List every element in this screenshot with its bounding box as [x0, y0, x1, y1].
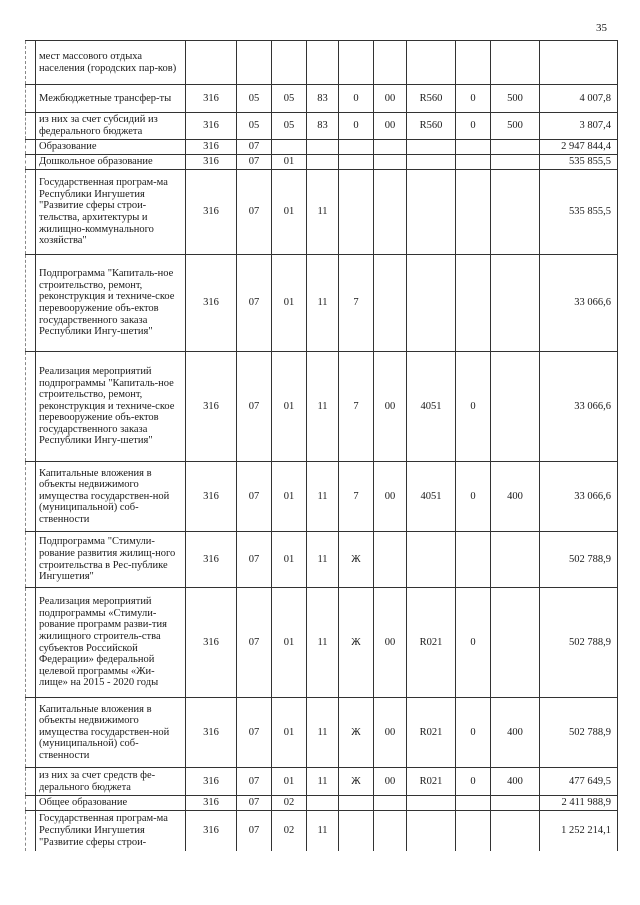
cell-subprogram	[339, 170, 374, 255]
cell-expense-type	[491, 41, 540, 85]
cell-sub-code: 0	[456, 768, 491, 796]
cell-direction	[374, 532, 407, 588]
cell-section: 07	[237, 588, 272, 698]
row-name: Подпрограмма "Стимули-рование развития жилищ-ного строительства в Рес-публике Ингушетия"	[36, 532, 186, 588]
table-row	[26, 796, 618, 811]
cell-subprogram: 7	[339, 462, 374, 532]
cell-sub-code: 0	[456, 462, 491, 532]
cell-gv-code: 316	[186, 155, 237, 170]
cell-expense-type	[491, 532, 540, 588]
cell-gv-code: 316	[186, 85, 237, 113]
cell-sub-code	[456, 155, 491, 170]
table-row	[26, 768, 618, 796]
row-gutter	[26, 255, 36, 352]
cell-program: 11	[307, 170, 339, 255]
cell-sub-code: 0	[456, 698, 491, 768]
cell-subsection: 01	[272, 532, 307, 588]
row-gutter	[26, 41, 36, 85]
cell-amount: 3 807,4	[540, 113, 618, 140]
table-row	[26, 41, 618, 85]
cell-expense-code	[407, 796, 456, 811]
row-name: Государственная програм-ма Республики Ингушетия "Развитие сферы строи-	[36, 811, 186, 851]
row-gutter	[26, 811, 36, 851]
cell-program	[307, 41, 339, 85]
cell-gv-code: 316	[186, 462, 237, 532]
table-row	[26, 255, 618, 352]
row-gutter	[26, 155, 36, 170]
cell-amount: 535 855,5	[540, 155, 618, 170]
cell-section	[237, 41, 272, 85]
cell-section: 05	[237, 113, 272, 140]
row-name: Дошкольное образование	[36, 155, 186, 170]
cell-expense-code: 4051	[407, 352, 456, 462]
budget-table	[25, 40, 618, 851]
cell-subsection: 02	[272, 811, 307, 851]
row-name: Подпрограмма "Капиталь-ное строительство, ремонт, реконструкция и техниче-ское перевооружение объ-ектов государственного заказа Республики Ингу-шетия"	[36, 255, 186, 352]
row-gutter	[26, 113, 36, 140]
cell-expense-type	[491, 588, 540, 698]
table-row	[26, 85, 618, 113]
cell-expense-code	[407, 140, 456, 155]
cell-direction	[374, 155, 407, 170]
table-row	[26, 113, 618, 140]
row-gutter	[26, 352, 36, 462]
row-name: Общее образование	[36, 796, 186, 811]
row-name: Образование	[36, 140, 186, 155]
cell-direction: 00	[374, 588, 407, 698]
cell-program	[307, 796, 339, 811]
cell-sub-code	[456, 41, 491, 85]
cell-direction	[374, 41, 407, 85]
cell-sub-code: 0	[456, 113, 491, 140]
row-gutter	[26, 768, 36, 796]
cell-program: 11	[307, 768, 339, 796]
cell-gv-code: 316	[186, 113, 237, 140]
cell-subprogram	[339, 811, 374, 851]
cell-program: 11	[307, 698, 339, 768]
cell-expense-code: 4051	[407, 462, 456, 532]
cell-subsection	[272, 140, 307, 155]
cell-section: 07	[237, 698, 272, 768]
cell-sub-code	[456, 532, 491, 588]
cell-section: 07	[237, 768, 272, 796]
cell-subsection: 05	[272, 85, 307, 113]
cell-program: 11	[307, 532, 339, 588]
cell-subsection: 05	[272, 113, 307, 140]
cell-expense-type	[491, 796, 540, 811]
cell-amount: 477 649,5	[540, 768, 618, 796]
cell-subprogram	[339, 140, 374, 155]
table-row	[26, 698, 618, 768]
cell-gv-code	[186, 41, 237, 85]
row-gutter	[26, 462, 36, 532]
row-name: Государственная програм-ма Республики Ингушетия "Развитие сферы строи-тельства, архитектуры и жилищно-коммунального хозяйства"	[36, 170, 186, 255]
cell-subsection: 02	[272, 796, 307, 811]
cell-amount: 2 947 844,4	[540, 140, 618, 155]
cell-direction	[374, 170, 407, 255]
cell-amount: 4 007,8	[540, 85, 618, 113]
cell-sub-code	[456, 796, 491, 811]
cell-gv-code: 316	[186, 811, 237, 851]
cell-amount: 535 855,5	[540, 170, 618, 255]
cell-direction: 00	[374, 113, 407, 140]
cell-amount: 33 066,6	[540, 352, 618, 462]
row-gutter	[26, 532, 36, 588]
cell-gv-code: 316	[186, 796, 237, 811]
cell-section: 07	[237, 811, 272, 851]
cell-expense-code: R021	[407, 698, 456, 768]
cell-subsection: 01	[272, 588, 307, 698]
page-number: 35	[596, 22, 607, 34]
cell-program: 83	[307, 113, 339, 140]
cell-section: 07	[237, 532, 272, 588]
cell-direction	[374, 255, 407, 352]
cell-gv-code: 316	[186, 255, 237, 352]
cell-program: 11	[307, 255, 339, 352]
cell-subsection: 01	[272, 462, 307, 532]
cell-sub-code	[456, 140, 491, 155]
cell-amount: 2 411 988,9	[540, 796, 618, 811]
cell-program: 11	[307, 811, 339, 851]
cell-amount: 1 252 214,1	[540, 811, 618, 851]
cell-sub-code	[456, 811, 491, 851]
cell-expense-type: 500	[491, 85, 540, 113]
cell-subprogram: 7	[339, 352, 374, 462]
cell-gv-code: 316	[186, 140, 237, 155]
cell-expense-code: R021	[407, 588, 456, 698]
cell-direction	[374, 140, 407, 155]
cell-sub-code: 0	[456, 85, 491, 113]
cell-direction: 00	[374, 768, 407, 796]
cell-subprogram: 0	[339, 85, 374, 113]
cell-expense-type	[491, 140, 540, 155]
cell-subsection: 01	[272, 768, 307, 796]
cell-gv-code: 316	[186, 170, 237, 255]
row-gutter	[26, 85, 36, 113]
cell-subprogram	[339, 41, 374, 85]
row-gutter	[26, 140, 36, 155]
table-body	[26, 41, 618, 851]
table-row	[26, 140, 618, 155]
table-row	[26, 588, 618, 698]
cell-subsection: 01	[272, 255, 307, 352]
cell-subprogram: Ж	[339, 588, 374, 698]
cell-gv-code: 316	[186, 532, 237, 588]
cell-amount: 33 066,6	[540, 462, 618, 532]
row-name: Капитальные вложения в объекты недвижимого имущества государствен-ной (муниципальной) соб-ственности	[36, 462, 186, 532]
cell-direction: 00	[374, 352, 407, 462]
cell-expense-type: 400	[491, 462, 540, 532]
cell-sub-code: 0	[456, 588, 491, 698]
cell-subsection: 01	[272, 698, 307, 768]
table-row	[26, 155, 618, 170]
row-gutter	[26, 170, 36, 255]
cell-program	[307, 155, 339, 170]
cell-expense-type	[491, 811, 540, 851]
cell-subsection: 01	[272, 155, 307, 170]
row-name: мест массового отдыха населения (городских пар-ков)	[36, 41, 186, 85]
cell-direction: 00	[374, 698, 407, 768]
cell-section: 07	[237, 255, 272, 352]
row-name: Капитальные вложения в объекты недвижимого имущества государствен-ной (муниципальной) соб-ственности	[36, 698, 186, 768]
cell-gv-code: 316	[186, 768, 237, 796]
cell-expense-type	[491, 170, 540, 255]
cell-subsection	[272, 41, 307, 85]
cell-amount: 502 788,9	[540, 588, 618, 698]
table-row	[26, 352, 618, 462]
cell-expense-code: R560	[407, 85, 456, 113]
cell-subprogram: Ж	[339, 532, 374, 588]
cell-section: 05	[237, 85, 272, 113]
row-name: Реализация мероприятий подпрограммы «Стимули-рование программ разви-тия жилищного строитель-ства субъектов Российской Федерации» федеральной целевой программы «Жи-лище» на 2015 - 2020 годы	[36, 588, 186, 698]
cell-direction	[374, 811, 407, 851]
cell-section: 07	[237, 462, 272, 532]
cell-program: 83	[307, 85, 339, 113]
cell-expense-type: 400	[491, 698, 540, 768]
cell-section: 07	[237, 140, 272, 155]
cell-program: 11	[307, 352, 339, 462]
cell-section: 07	[237, 352, 272, 462]
cell-direction: 00	[374, 462, 407, 532]
cell-expense-code: R021	[407, 768, 456, 796]
cell-subprogram	[339, 155, 374, 170]
cell-direction	[374, 796, 407, 811]
cell-subsection: 01	[272, 170, 307, 255]
cell-program	[307, 140, 339, 155]
cell-amount	[540, 41, 618, 85]
cell-expense-code	[407, 155, 456, 170]
cell-expense-code: R560	[407, 113, 456, 140]
table-row	[26, 532, 618, 588]
cell-expense-type: 500	[491, 113, 540, 140]
cell-expense-type	[491, 155, 540, 170]
cell-expense-code	[407, 255, 456, 352]
cell-program: 11	[307, 588, 339, 698]
row-name: Реализация мероприятий подпрограммы "Капиталь-ное строительство, ремонт, реконструкция и техниче-ское перевооружение объ-ектов государственного заказа Республики Ингу-шетия"	[36, 352, 186, 462]
cell-expense-code	[407, 532, 456, 588]
cell-gv-code: 316	[186, 588, 237, 698]
cell-expense-type	[491, 352, 540, 462]
cell-section: 07	[237, 796, 272, 811]
cell-subprogram: 0	[339, 113, 374, 140]
cell-expense-code	[407, 41, 456, 85]
cell-gv-code: 316	[186, 352, 237, 462]
table-row	[26, 170, 618, 255]
table-row	[26, 811, 618, 851]
cell-subprogram	[339, 796, 374, 811]
cell-section: 07	[237, 155, 272, 170]
cell-sub-code	[456, 255, 491, 352]
cell-amount: 33 066,6	[540, 255, 618, 352]
cell-expense-type	[491, 255, 540, 352]
cell-direction: 00	[374, 85, 407, 113]
row-gutter	[26, 588, 36, 698]
cell-gv-code: 316	[186, 698, 237, 768]
row-name: Межбюджетные трансфер-ты	[36, 85, 186, 113]
cell-subprogram: Ж	[339, 768, 374, 796]
row-gutter	[26, 698, 36, 768]
cell-subprogram: Ж	[339, 698, 374, 768]
cell-sub-code	[456, 170, 491, 255]
row-name: из них за счет средств фе-дерального бюджета	[36, 768, 186, 796]
cell-sub-code: 0	[456, 352, 491, 462]
cell-section: 07	[237, 170, 272, 255]
cell-subsection: 01	[272, 352, 307, 462]
table-row	[26, 462, 618, 532]
cell-expense-code	[407, 811, 456, 851]
cell-subprogram: 7	[339, 255, 374, 352]
cell-program: 11	[307, 462, 339, 532]
row-name: из них за счет субсидий из федерального бюджета	[36, 113, 186, 140]
cell-expense-code	[407, 170, 456, 255]
cell-expense-type: 400	[491, 768, 540, 796]
cell-amount: 502 788,9	[540, 698, 618, 768]
row-gutter	[26, 796, 36, 811]
cell-amount: 502 788,9	[540, 532, 618, 588]
